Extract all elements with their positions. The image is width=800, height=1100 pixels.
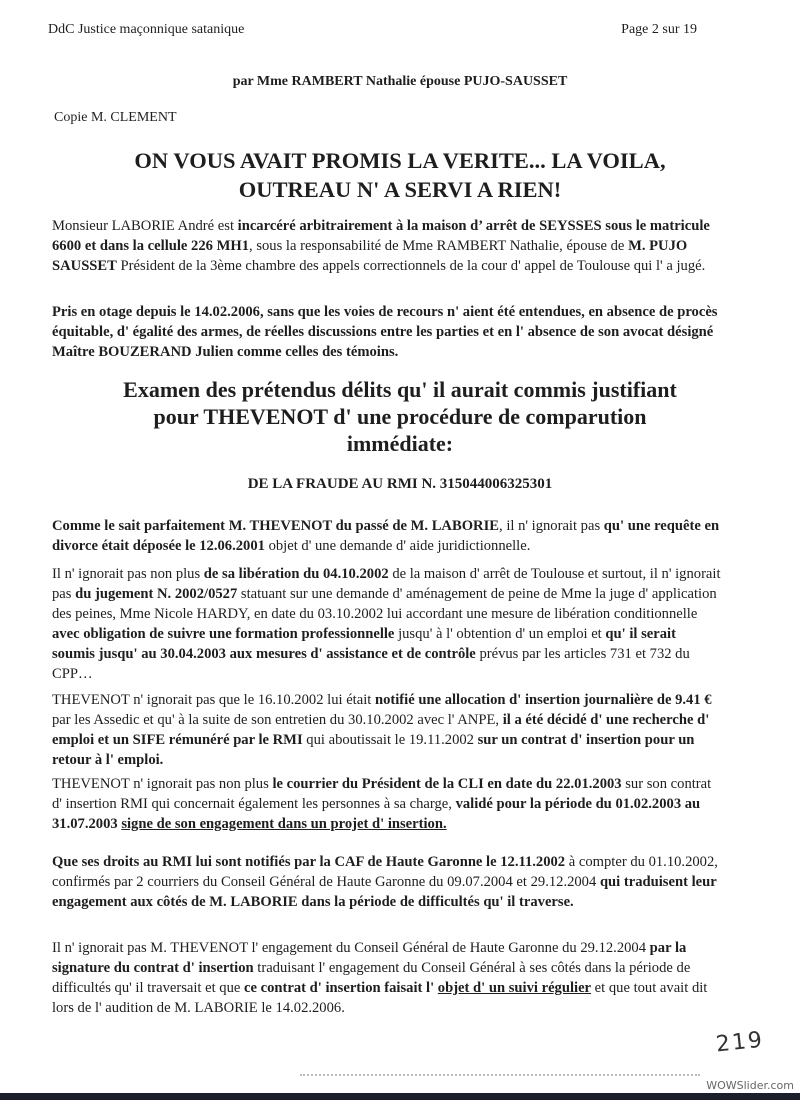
page-number: Page 2 sur 19 xyxy=(621,22,697,37)
handwritten-page-number: 219 xyxy=(714,1027,766,1058)
bold-text: qu' une requête en divorce était déposée le 12.06.2001 xyxy=(52,518,720,554)
bold-text: Pris en otage depuis le 14.02.2006, sans que les voies de recours n' aient été entendues, en absence de procès équitable, d' égalité des armes, de réelles discussions entre les parties et en l' absence de son avocat désigné Maître BOUZERAND Julien comme celles des témoins. xyxy=(52,304,718,360)
bold-text: par la signature du contrat d' insertion xyxy=(52,940,687,976)
bold-text: notifié une allocation d' insertion journalière de 9.41 € xyxy=(374,692,712,708)
bold-text: de sa libération du 04.10.2002 xyxy=(203,566,389,582)
paragraph xyxy=(52,774,722,834)
text: Il n' ignorait pas M. THEVENOT l' engagement du Conseil Général de Haute Garonne du 29.12.2004 xyxy=(52,940,650,956)
heading-line: pour THEVENOT d' une procédure de comparution xyxy=(153,404,647,429)
bold-text: incarcéré arbitrairement à la maison d’ arrêt de SEYSSES sous le matricule 6600 et dans la cellule 226 MH1 xyxy=(52,218,710,254)
subsection-heading: DE LA FRAUDE AU RMI N. 315044006325301 xyxy=(247,476,553,492)
watermark: WOWSlider.com xyxy=(706,1079,794,1092)
paragraph xyxy=(52,938,722,1018)
faint-footer xyxy=(300,1074,700,1079)
paragraph xyxy=(52,302,722,362)
text: Il n' ignorait pas non plus xyxy=(52,566,204,582)
bold-text: du jugement N. 2002/0527 xyxy=(75,586,238,602)
text: Président de la 3ème chambre des appels correctionnels de la cour d' appel de Toulouse qui l' a jugé. xyxy=(116,258,706,274)
text: Monsieur LABORIE André est xyxy=(52,218,238,234)
bold-text: avec obligation de suivre une formation professionnelle xyxy=(52,626,395,642)
header-document-title: DdC Justice maçonnique satanique xyxy=(48,22,245,37)
bold-text: sur un contrat d' insertion pour un retour à l' emploi. xyxy=(52,732,695,768)
text: sur son contrat d' insertion RMI qui concernait également les personnes à sa charge, xyxy=(52,776,712,812)
text: par les Assedic et qu' à la suite de son entretien du 30.10.2002 avec l' ANPE, xyxy=(52,712,503,728)
text: jusqu' à l' obtention d' un emploi et xyxy=(394,626,606,642)
paragraph xyxy=(52,852,722,912)
section-heading xyxy=(50,376,750,457)
bold-text: validé pour la période du 01.02.2003 au 31.07.2003 xyxy=(52,796,701,832)
copy-recipient: Copie M. CLEMENT xyxy=(54,110,177,125)
text: , il n' ignorait pas xyxy=(499,518,604,534)
text: THEVENOT n' ignorait pas que le 16.10.2002 lui était xyxy=(52,692,375,708)
bold-text: Que ses droits au RMI lui sont notifiés par la CAF de Haute Garonne le 12.11.2002 xyxy=(52,854,566,870)
text: , sous la responsabilité de Mme RAMBERT Nathalie, épouse de xyxy=(249,238,629,254)
text: à compter du 01.10.2002, confirmés par 2 courriers du Conseil Général de Haute Garonne du 09.07.2004 et 29.12.2004 xyxy=(52,854,718,890)
bold-text: signe de son engagement dans un projet d' insertion. xyxy=(121,816,447,832)
bold-text: Comme le sait parfaitement M. THEVENOT du passé de M. LABORIE xyxy=(52,518,500,534)
bold-text: qu' il serait soumis jusqu' au 30.04.2003 aux mesures d' assistance et de contrôle xyxy=(52,626,676,662)
slider-bottom-bar xyxy=(0,1093,800,1100)
paragraph xyxy=(52,516,722,556)
paragraph xyxy=(52,216,722,276)
text: THEVENOT n' ignorait pas non plus xyxy=(52,776,273,792)
title-line: OUTREAU N' A SERVI A RIEN! xyxy=(238,177,562,202)
text: statuant sur une demande d' aménagement de peine de Mme la juge d' application des peines, Mme Nicole HARDY, en date du 03.10.2002 lui accordant une mesure de libération conditionnelle xyxy=(52,586,717,622)
text: et que tout avait dit lors de l' audition de M. LABORIE le 14.02.2006. xyxy=(52,980,708,1016)
document-title xyxy=(60,146,740,204)
paragraph xyxy=(52,690,722,770)
bold-text: il a été décidé d' une recherche d' emploi et un SIFE rémunéré par le RMI xyxy=(52,712,710,748)
bold-text: ce contrat d' insertion faisait l' xyxy=(244,980,438,996)
bold-text: qui traduisent leur engagement aux côtés de M. LABORIE dans la période de difficultés qu' il traverse. xyxy=(52,874,717,910)
heading-line: Examen des prétendus délits qu' il aurait commis justifiant xyxy=(123,377,677,402)
paragraph xyxy=(52,564,722,684)
bold-text: objet d' un suivi régulier xyxy=(437,980,592,996)
text: qui aboutissait le 19.11.2002 xyxy=(302,732,478,748)
heading-line: immédiate: xyxy=(346,431,454,456)
text: de la maison d' arrêt de Toulouse et surtout, il n' ignorait pas xyxy=(52,566,721,602)
text: prévus par les articles 731 et 732 du CPP… xyxy=(52,646,690,682)
bold-text: M. PUJO SAUSSET xyxy=(52,238,688,274)
bold-text: le courrier du Président de la CLI en date du 22.01.2003 xyxy=(272,776,622,792)
text: objet d' une demande d' aide juridictionnelle. xyxy=(264,538,531,554)
text: traduisant l' engagement du Conseil Général à ses côtés dans la période de difficultés qu' il traversait et que xyxy=(52,960,691,996)
title-line: ON VOUS AVAIT PROMIS LA VERITE... LA VOILA, xyxy=(134,148,666,173)
byline: par Mme RAMBERT Nathalie épouse PUJO-SAUSSET xyxy=(232,74,568,89)
